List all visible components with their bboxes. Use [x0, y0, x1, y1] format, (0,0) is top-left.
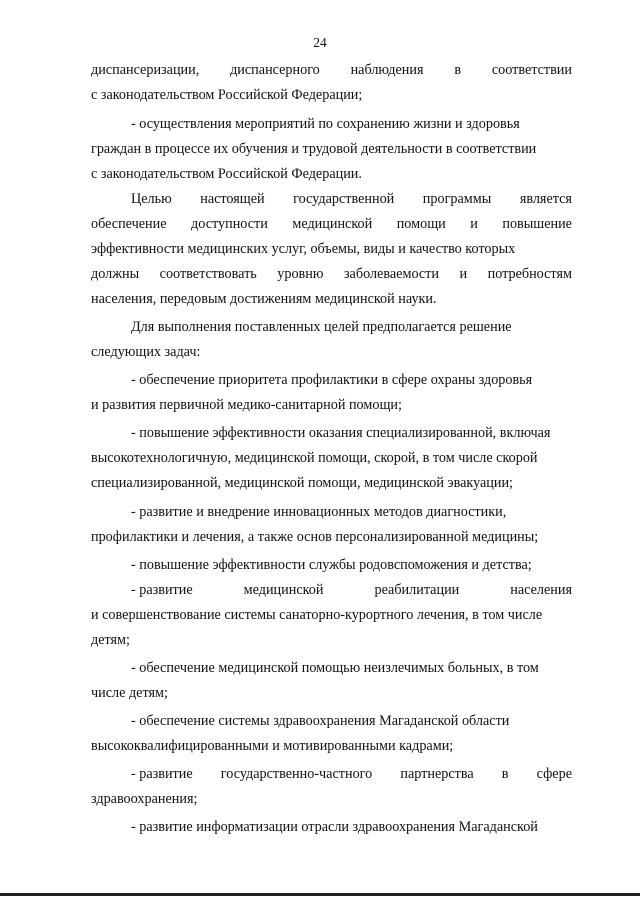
text-word: соответствии — [491, 62, 572, 78]
text-word: в — [501, 766, 509, 782]
text-word: реабилитации — [374, 582, 460, 598]
text-word: помощи — [396, 216, 446, 232]
text-line: Для выполнения поставленных целей предполагается решение — [131, 319, 512, 335]
text-word: заболеваемости — [343, 266, 439, 282]
text-line: специализированной, медицинской помощи, медицинской эвакуации; — [91, 475, 513, 491]
text-word: обеспечение — [91, 216, 167, 232]
text-line: высококвалифицированными и мотивированными кадрами; — [91, 738, 454, 754]
text-word: является — [519, 191, 572, 207]
text-word: сфере — [536, 766, 572, 782]
text-line: - обеспечение системы здравоохранения Магаданской области — [131, 713, 510, 729]
text-line: профилактики и лечения, а также основ персонализированной медицины; — [91, 529, 539, 545]
text-word: Целью — [131, 191, 172, 207]
text-line — [131, 190, 572, 208]
text-line: с законодательством Российской Федерации; — [91, 87, 363, 103]
text-line: - повышение эффективности службы родовспоможения и детства; — [131, 557, 532, 573]
text-word: соответствовать — [159, 266, 257, 282]
text-word: наблюдения — [350, 62, 424, 78]
text-word: в — [454, 62, 462, 78]
text-line: - повышение эффективности оказания специализированной, включая — [131, 425, 551, 441]
text-line — [131, 581, 572, 599]
text-word: медицинской — [292, 216, 373, 232]
text-line: граждан в процессе их обучения и трудовой деятельности в соответствии — [91, 141, 537, 157]
text-word: доступности — [191, 216, 268, 232]
text-word: диспансерного — [230, 62, 320, 78]
text-word: потребностям — [487, 266, 572, 282]
text-line: здравоохранения; — [91, 791, 198, 807]
text-word: настоящей — [200, 191, 265, 207]
text-word: диспансеризации, — [91, 62, 200, 78]
text-line — [91, 265, 572, 283]
text-line: - обеспечение медицинской помощью неизлечимых больных, в том — [131, 660, 539, 676]
text-word: уровню — [277, 266, 324, 282]
text-line: - развитие информатизации отрасли здравоохранения Магаданской — [131, 819, 538, 835]
text-line: с законодательством Российской Федерации. — [91, 166, 362, 182]
text-word: - развитие — [131, 766, 193, 782]
text-word: повышение — [502, 216, 572, 232]
text-word: и — [459, 266, 468, 282]
text-word: и — [470, 216, 478, 232]
text-line — [131, 765, 572, 783]
text-word: - развитие — [131, 582, 193, 598]
text-line: - развитие и внедрение инновационных методов диагностики, — [131, 504, 507, 520]
text-line — [91, 215, 572, 233]
text-line: населения, передовым достижениям медицинской науки. — [91, 291, 437, 307]
text-line: эффективности медицинских услуг, объемы, виды и качество которых — [91, 241, 516, 257]
text-line: и совершенствование системы санаторно-курортного лечения, в том числе — [91, 607, 543, 623]
text-line: числе детям; — [91, 685, 168, 701]
text-word: государственной — [293, 191, 395, 207]
bottom-border — [0, 893, 640, 896]
text-line: и развития первичной медико-санитарной помощи; — [91, 397, 402, 413]
text-line: детям; — [91, 632, 130, 648]
text-word: должны — [91, 266, 140, 282]
text-line: высокотехнологичную, медицинской помощи, скорой, в том числе скорой — [91, 450, 538, 466]
page-number: 24 — [313, 35, 327, 50]
text-line — [91, 61, 572, 79]
text-line: следующих задач: — [91, 344, 201, 360]
text-word: государственно-частного — [220, 766, 373, 782]
text-word: медицинской — [243, 582, 324, 598]
text-word: партнерства — [400, 766, 474, 782]
text-word: программы — [422, 191, 492, 207]
text-line: - осуществления мероприятий по сохранению жизни и здоровья — [131, 116, 520, 132]
text-line: - обеспечение приоритета профилактики в сфере охраны здоровья — [131, 372, 533, 388]
text-word: населения — [510, 582, 572, 598]
